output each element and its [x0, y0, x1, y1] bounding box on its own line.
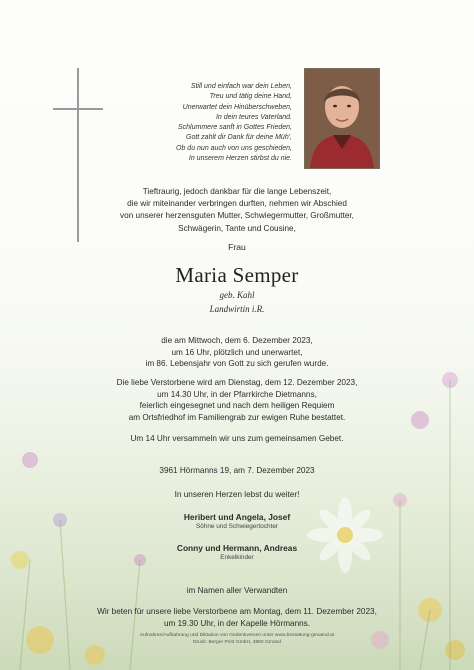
mass-line: um 19.30 Uhr, in der Kapelle Hörmanns.: [163, 618, 311, 628]
intro-line: Schwägerin, Tante und Cousine,: [178, 223, 296, 233]
salutation: Frau: [228, 242, 246, 252]
poem-line: Treu und tätig deine Hand,: [209, 93, 292, 101]
death-line: die am Mittwoch, dem 6. Dezember 2023,: [161, 336, 313, 345]
portrait-photo: [304, 68, 380, 169]
cross-horizontal-bar: [53, 108, 103, 110]
death-line: im 86. Lebensjahr von Gott zu sich gerufen wurde.: [145, 359, 329, 369]
funeral-line: um 14.30 Uhr, in der Pfarrkirche Dietmanns,: [157, 389, 317, 399]
poem-line: Gott zahlt dir Dank für deine Müh',: [186, 134, 292, 142]
memorial-mass: [0, 606, 474, 629]
death-line: um 16 Uhr, plötzlich und unerwartet,: [171, 347, 303, 357]
place-date: 3961 Hörmanns 19, am 7. Dezember 2023: [159, 466, 315, 475]
family-relation: Enkelkinder: [220, 554, 254, 561]
occupation: Landwirtin i.R.: [209, 304, 265, 314]
footer-line: Druck: Berger Print GmbH, 3950 Gmünd: [192, 639, 282, 645]
intro-line: Tieftraurig, jedoch dankbar für die lange Lebenszeit,: [142, 187, 332, 196]
death-notice: [0, 335, 474, 370]
footer-line: Aufnahme/Aufbahrung und Diktation von Gedenkversen unter www.bestattung-gmuend.at: [139, 633, 335, 638]
intro-line: die wir miteinander verbringen durften, nehmen wir Abschied: [127, 199, 347, 209]
funeral-line: Die liebe Verstorbene wird am Dienstag, dem 12. Dezember 2023,: [116, 378, 358, 387]
maiden-name: geb. Kahl: [219, 290, 255, 300]
poem-line: In unserem Herzen stirbst du nie.: [188, 155, 292, 163]
intro-text: [0, 186, 474, 235]
poem-line: Ob du nun auch von uns geschieden,: [176, 144, 292, 152]
mass-line: Wir beten für unsere liebe Verstorbene am Montag, dem 11. Dezember 2023,: [97, 607, 377, 616]
rosary-notice: Um 14 Uhr versammeln wir uns zum gemeinsamen Gebet.: [130, 434, 344, 443]
poem-line: In dein teures Vaterland.: [215, 113, 292, 121]
memorial-poem: [140, 82, 292, 164]
family-group: [0, 543, 474, 561]
deceased-name: Maria Semper: [175, 263, 299, 287]
poem-line: Schlummere sanft in Gottes Frieden,: [178, 124, 292, 132]
family-names: Conny und Hermann, Andreas: [176, 543, 298, 553]
footer-imprint: [0, 633, 474, 646]
poem-line: Unerwartet dein Hinüberschweben,: [182, 103, 292, 111]
funeral-line: am Ortsfriedhof im Familiengrab zur ewigen Ruhe bestattet.: [128, 412, 346, 422]
memorial-motto: In unseren Herzen lebst du weiter!: [174, 490, 300, 499]
relatives-note: im Namen aller Verwandten: [186, 586, 288, 595]
funeral-details: [0, 377, 474, 423]
daisy-icon: [307, 497, 383, 573]
intro-line: von unserer herzensguten Mutter, Schwiegermutter, Großmutter,: [120, 211, 354, 221]
family-relation: Söhne und Schwiegertochter: [195, 523, 279, 530]
family-group: [0, 512, 474, 530]
funeral-line: feierlich eingesegnet und nach dem heiligen Requiem: [139, 401, 335, 411]
family-names: Heribert und Angela, Josef: [183, 512, 291, 522]
poem-line: Still und einfach war dein Leben,: [190, 83, 292, 90]
